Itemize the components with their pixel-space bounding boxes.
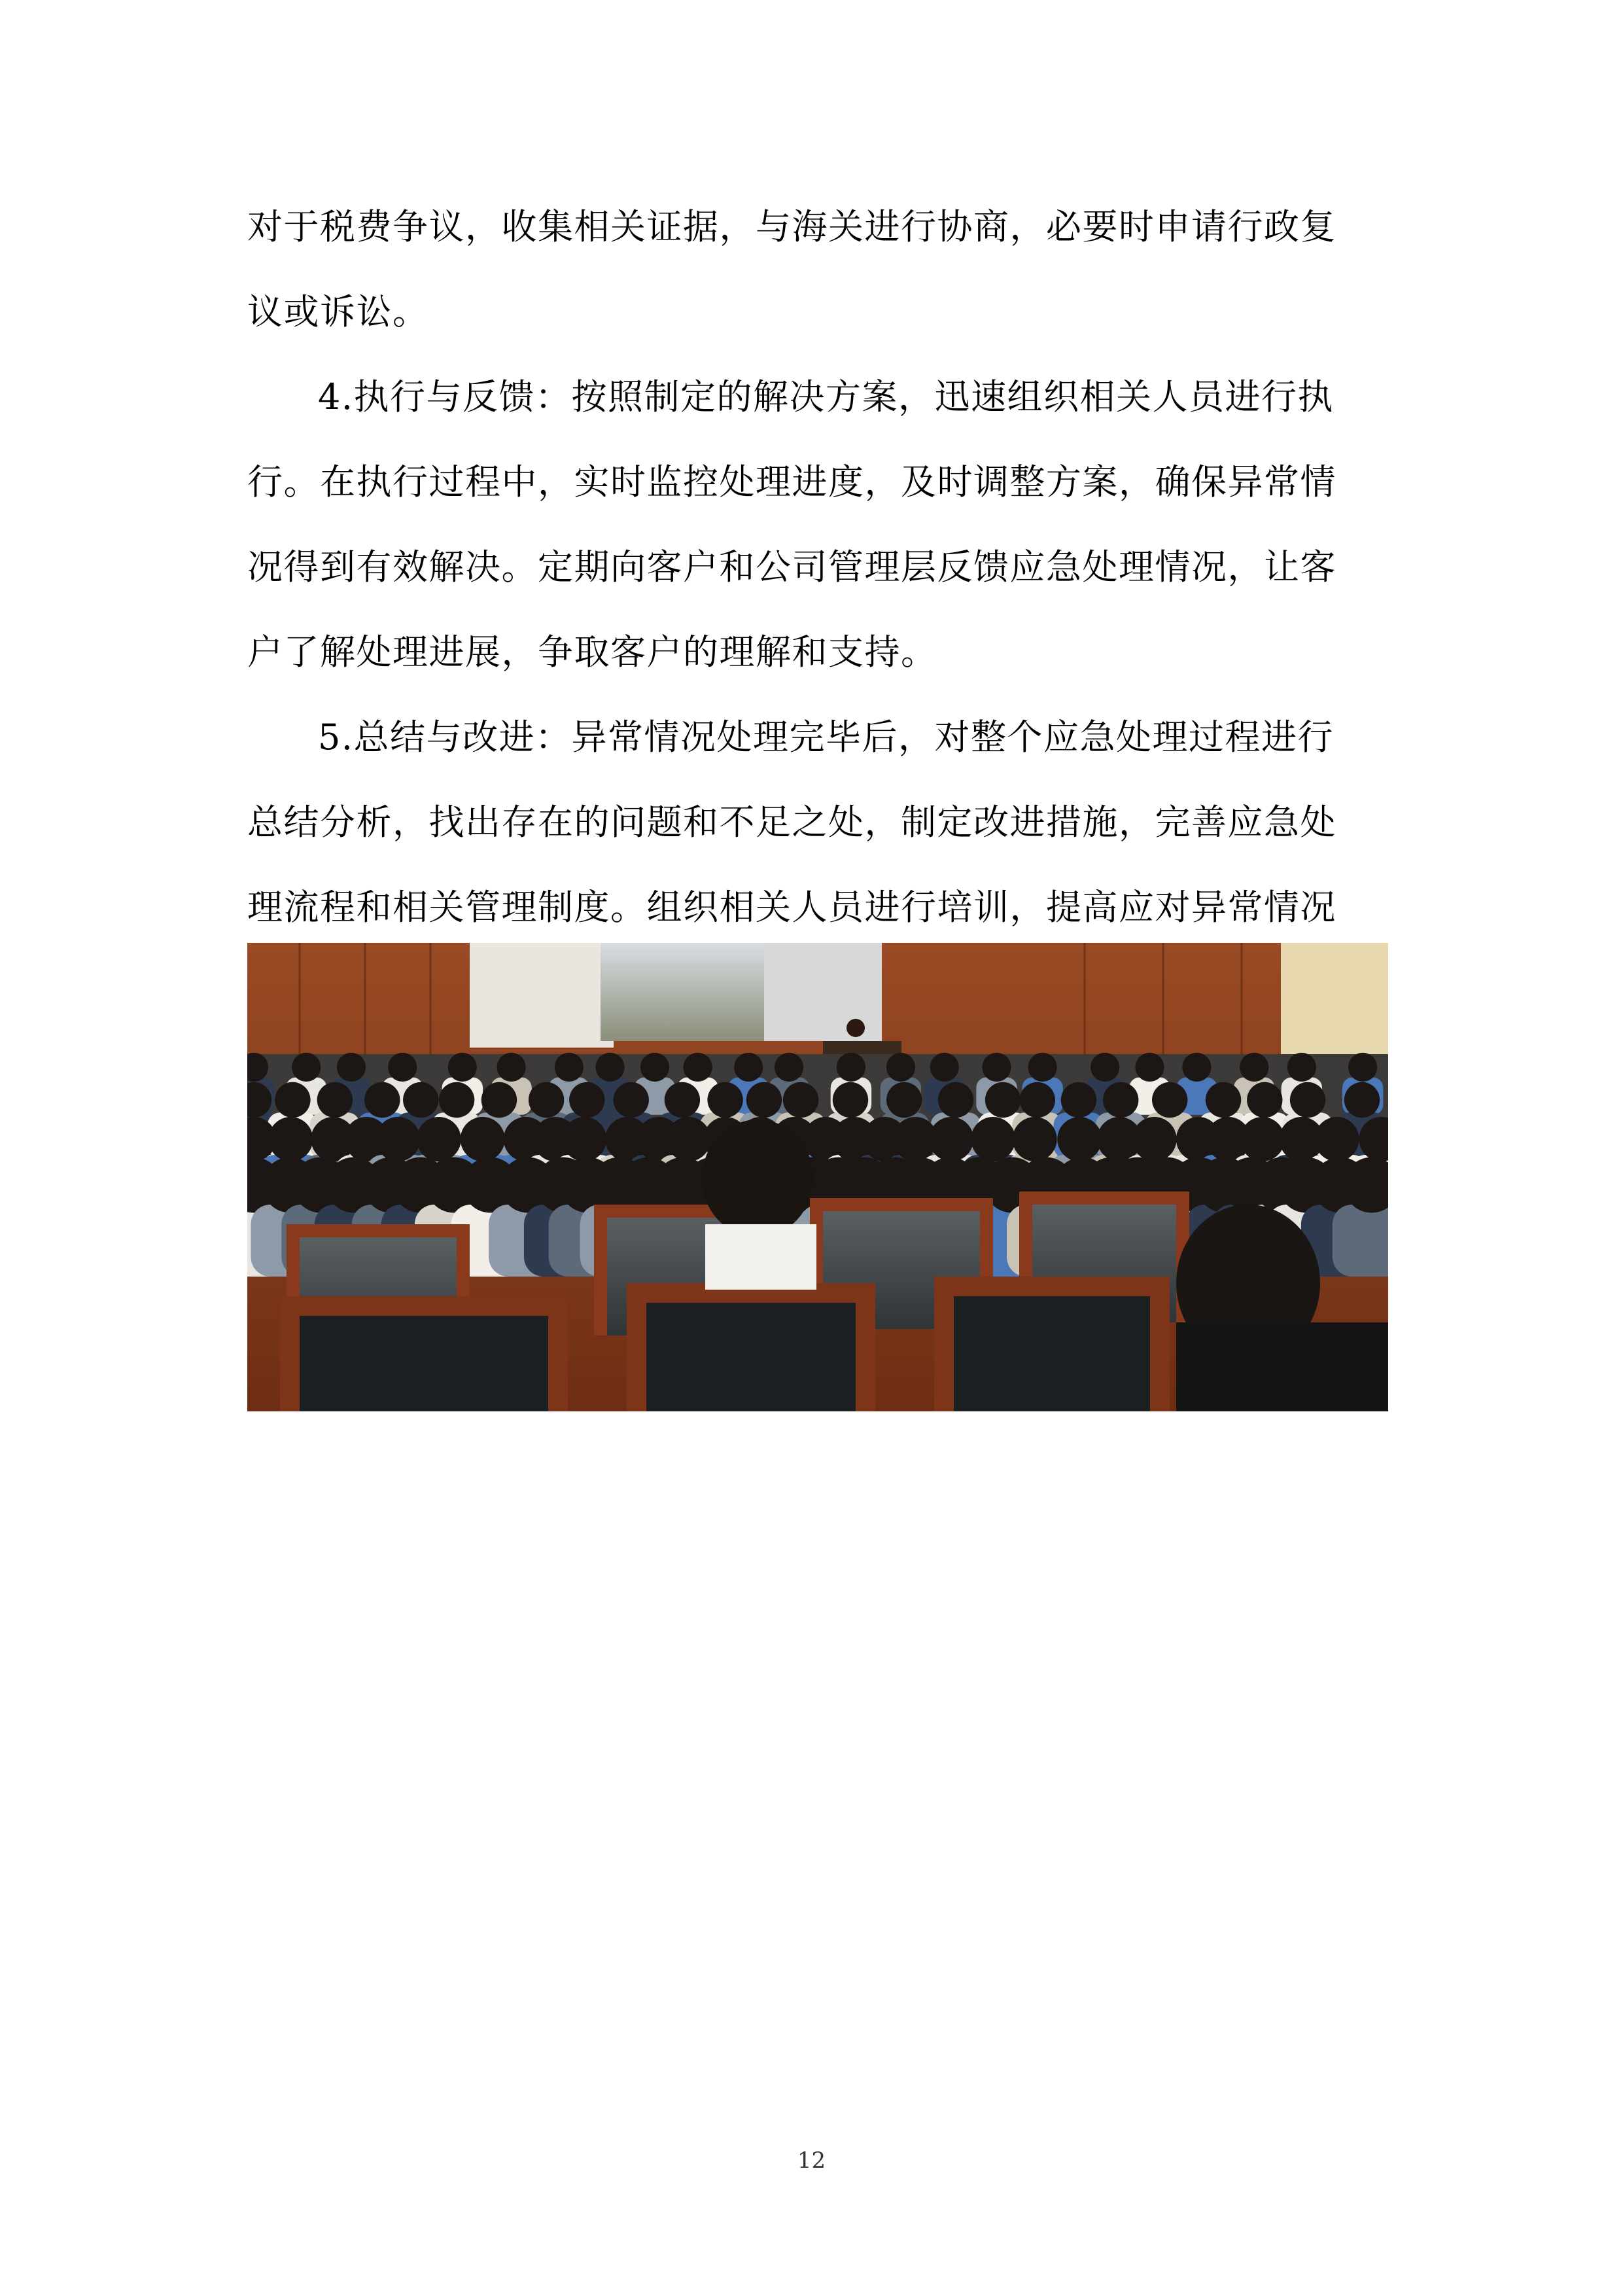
- text-line: 理流程和相关管理制度。组织相关人员进行培训，提高应对异常情况: [247, 887, 1336, 928]
- text-line: 户了解处理进展，争取客户的理解和支持。: [247, 631, 937, 673]
- text-line: 对于税费争议，收集相关证据，与海关进行协商，必要时申请行政复: [247, 206, 1336, 247]
- audience-member-head: [783, 1082, 818, 1118]
- audience-member-head: [684, 1053, 712, 1082]
- audience-member-head: [982, 1053, 1011, 1082]
- audience-member-head: [1152, 1082, 1187, 1118]
- audience-member-head: [640, 1053, 669, 1082]
- audience-member-head: [461, 1117, 505, 1161]
- audience-member-head: [614, 1082, 649, 1118]
- audience-member-head: [1061, 1082, 1096, 1118]
- text-line: 4.执行与反馈：按照制定的解决方案，迅速组织相关人员进行执: [318, 376, 1335, 417]
- audience-member-head: [930, 1053, 959, 1082]
- audience-member-head: [971, 1117, 1015, 1161]
- audience-member-head: [938, 1082, 973, 1118]
- body-text: [247, 185, 1388, 1035]
- audience-member-head: [775, 1053, 803, 1082]
- audience-member-head: [481, 1082, 517, 1118]
- audience-member-head: [562, 1117, 606, 1161]
- audience-member-head: [1240, 1117, 1285, 1161]
- audience-member-head: [1206, 1082, 1241, 1118]
- audience-member-head: [364, 1082, 400, 1118]
- audience-member-head: [375, 1117, 420, 1161]
- audience-member-head: [734, 1053, 763, 1082]
- audience-member-head: [1057, 1117, 1102, 1161]
- audience-member-head: [1290, 1082, 1325, 1118]
- audience-member-head: [1103, 1082, 1138, 1118]
- audience-member-head: [497, 1053, 526, 1082]
- audience-member-head: [275, 1082, 310, 1118]
- audience-member-head: [417, 1117, 461, 1161]
- audience-member-head: [337, 1053, 366, 1082]
- audience-member-head: [569, 1082, 604, 1118]
- audience-member-head: [985, 1082, 1021, 1118]
- audience-member-head: [886, 1053, 915, 1082]
- audience-member-head: [1132, 1117, 1177, 1161]
- audience-member-head: [1013, 1117, 1057, 1161]
- text-line: 总结分析，找出存在的问题和不足之处，制定改进措施，完善应急处: [247, 802, 1336, 843]
- audience-member-head: [439, 1082, 474, 1118]
- text-line: 况得到有效解决。定期向客户和公司管理层反馈应急处理情况，让客: [247, 546, 1336, 588]
- audience-member-head: [595, 1053, 624, 1082]
- audience-member-head: [1182, 1053, 1211, 1082]
- paragraph-tax-dispute: [247, 185, 1388, 355]
- audience-member-head: [292, 1053, 321, 1082]
- audience-member-body: [1333, 1205, 1388, 1277]
- audience-member-head: [529, 1082, 564, 1118]
- audience-member-head: [1135, 1053, 1164, 1082]
- audience-member-head: [746, 1082, 782, 1118]
- audience-member-head: [1240, 1053, 1268, 1082]
- audience-member-head: [1287, 1053, 1316, 1082]
- audience-member-head: [837, 1053, 865, 1082]
- audience-member-head: [665, 1082, 700, 1118]
- audience-member-head: [317, 1082, 353, 1118]
- audience-member-head: [268, 1117, 313, 1161]
- text-line: 5.总结与改进：异常情况处理完毕后，对整个应急处理过程进行: [318, 716, 1335, 758]
- audience-member-head: [403, 1082, 438, 1118]
- audience-member-head: [707, 1082, 742, 1118]
- text-line: 行。在执行过程中，实时监控处理进度，及时调整方案，确保异常情: [247, 461, 1336, 503]
- audience-member-head: [388, 1053, 417, 1082]
- audience-member-head: [1020, 1082, 1055, 1118]
- audience-member-head: [1348, 1053, 1377, 1082]
- paragraph-execution-feedback: [247, 355, 1388, 695]
- audience-member-head: [1028, 1053, 1057, 1082]
- audience-member-head: [1315, 1117, 1359, 1161]
- audience-member-head: [886, 1082, 922, 1118]
- audience-member-head: [448, 1053, 477, 1082]
- audience-member-head: [929, 1117, 973, 1161]
- audience-member-head: [1247, 1082, 1282, 1118]
- audience-member-head: [555, 1053, 584, 1082]
- text-line: 议或诉讼。: [247, 291, 429, 332]
- page-number: 12: [797, 2147, 826, 2174]
- audience-member-head: [833, 1082, 868, 1118]
- lecture-hall-photo: [247, 943, 1388, 1411]
- audience-member-head: [1091, 1053, 1119, 1082]
- audience-member-head: [1344, 1082, 1380, 1118]
